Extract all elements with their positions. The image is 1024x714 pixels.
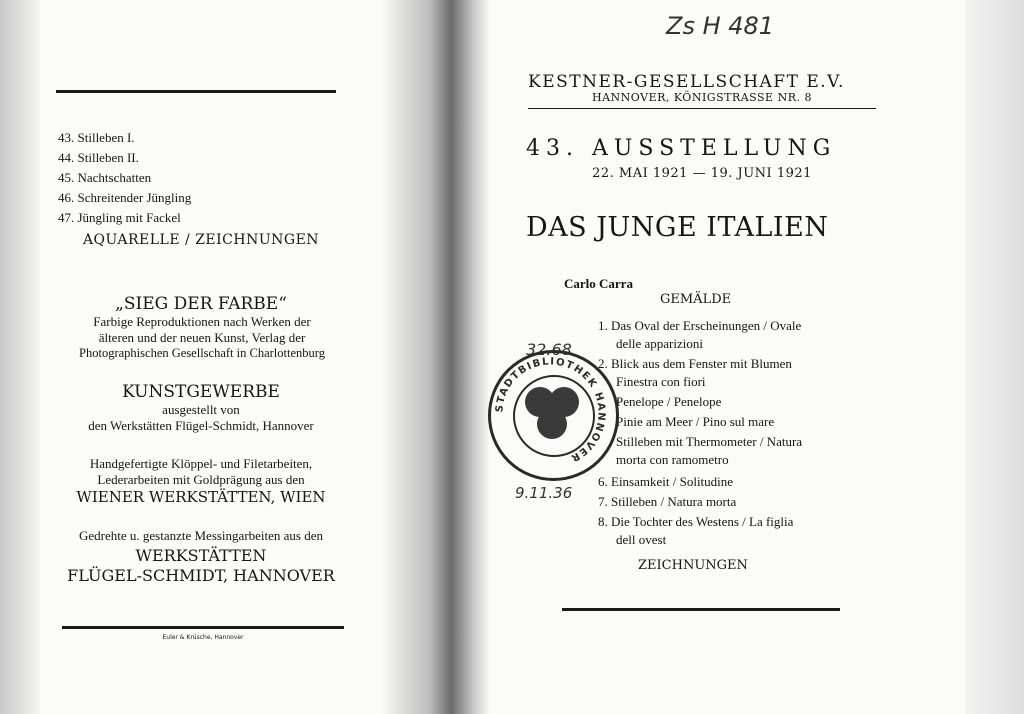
kunstgewerbe-heading: KUNSTGEWERBE — [122, 382, 280, 402]
society-address: HANNOVER, KÖNIGSTRASSE NR. 8 — [592, 91, 812, 104]
list-item: dell ovest — [616, 532, 667, 547]
list-item: Finestra con fiori — [616, 374, 706, 389]
handwritten-number: 32.68 — [526, 340, 572, 359]
section-gemaelde: GEMÄLDE — [660, 292, 732, 307]
printer-imprint: Euler & Krüsche, Hannover — [162, 634, 244, 641]
list-item: morta con ramometro — [616, 452, 729, 467]
top-rule — [56, 90, 336, 93]
gedreht-line: Gedrehte u. gestanzte Messingarbeiten aus den — [78, 528, 324, 543]
list-item: 44. Stilleben II. — [58, 150, 139, 165]
handwork-line: Handgefertigte Klöppel- und Filetarbeiten, — [89, 456, 313, 471]
list-item: 6. Einsamkeit / Solitudine — [598, 474, 734, 489]
stamp-text: STADTBIBLIOTHEK HANNOVER — [494, 356, 607, 464]
list-item: Penelope / Penelope — [616, 394, 722, 409]
kunst-line: ausgestellt von — [162, 402, 240, 417]
bottom-rule — [62, 626, 344, 629]
list-item: 8. Die Tochter des Westens / La figlia — [598, 514, 794, 529]
werkstaetten-heading: WERKSTÄTTEN — [135, 546, 267, 565]
list-item: 43. Stilleben I. — [58, 130, 135, 145]
sieg-line: Photographischen Gesellschaft in Charlottenburg — [79, 346, 325, 360]
sieg-heading: „SIEG DER FARBE“ — [115, 294, 287, 314]
sieg-line: älteren und der neuen Kunst, Verlag der — [98, 330, 306, 345]
list-item: 7. Stilleben / Natura morta — [598, 494, 737, 509]
list-item: 1. Das Oval der Erscheinungen / Ovale — [598, 318, 802, 333]
list-item: Stilleben mit Thermometer / Natura — [616, 434, 803, 449]
aquarelle-heading: AQUARELLE / ZEICHNUNGEN — [82, 232, 320, 248]
artist-name: Carlo Carra — [564, 276, 633, 291]
sieg-line: Farbige Reproduktionen nach Werken der — [93, 314, 311, 329]
society-name: KESTNER-GESELLSCHAFT E.V. — [528, 72, 845, 92]
handwritten-date: 9.11.36 — [515, 484, 573, 502]
exhibition-number: 43. AUSSTELLUNG — [526, 136, 837, 161]
exhibition-dates: 22. MAI 1921 — 19. JUNI 1921 — [592, 166, 812, 181]
bottom-rule — [562, 608, 840, 611]
fluegel-heading: FLÜGEL-SCHMIDT, HANNOVER — [67, 566, 335, 585]
header-rule — [528, 108, 876, 109]
list-item: delle apparizioni — [616, 336, 703, 351]
clover-leaf — [537, 409, 567, 439]
kunst-line: den Werkstätten Flügel-Schmidt, Hannover — [88, 418, 314, 433]
section-zeichnungen: ZEICHNUNGEN — [638, 558, 748, 573]
exhibition-title: DAS JUNGE ITALIEN — [526, 212, 829, 243]
handwork-line: Lederarbeiten mit Goldprägung aus den — [97, 472, 305, 487]
list-item: 2. Blick aus dem Fenster mit Blumen — [598, 356, 792, 371]
wiener-heading: WIENER WERKSTÄTTEN, WIEN — [76, 488, 326, 506]
list-item: Pinie am Meer / Pino sul mare — [616, 414, 775, 429]
list-item: 46. Schreitender Jüngling — [58, 190, 192, 205]
library-stamp — [488, 350, 619, 481]
list-item: 47. Jüngling mit Fackel — [58, 210, 181, 225]
left-page — [0, 0, 430, 714]
scan-shadow-right — [965, 0, 1024, 714]
list-item: 45. Nachtschatten — [58, 170, 152, 185]
handwritten-shelfmark: Zs H 481 — [666, 12, 775, 40]
